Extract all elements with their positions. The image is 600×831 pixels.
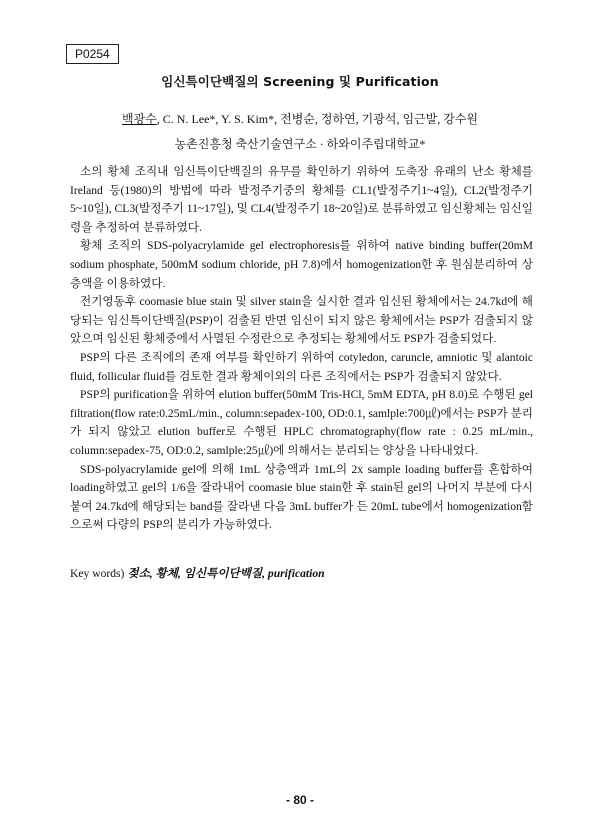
presenting-author: 백광수 [122,112,157,126]
paragraph-2: 황체 조직의 SDS-polyacrylamide gel electrophoresis를 위하여 native binding buffer(20mM sodium phosphate, 500mM sodium chloride, pH 7.8)에서 homogenization한 후 원심분리하여 상층액을 이용하였다. [70,239,533,290]
keywords-terms: 젖소, 황체, 임신특이단백질, purification [127,567,325,580]
paragraph-5: PSP의 purification을 위하여 elution buffer(50mM Tris-HCl, 5mM EDTA, pH 8.0)로 수행된 gel filtration(flow rate:0.25mL/min., column:sepadex-100, OD:0.1, samlple:700㎕)에서는 PSP가 분리가 되지 않았고 elution buffer로 수행된 HPLC chromatography(flow rate : 0.25 mL/min., column:sepadex-75, OD:0.2, samlple:25㎕)에 의해서는 분리되는 양상을 나타내었다. [70,388,533,457]
affiliation: 농촌진흥청 축산기술연구소 · 하와이주립대학교* [174,137,426,151]
paragraph-6: SDS-polyacrylamide gel에 의해 1mL 상층액과 1mL의 2x sample loading buffer를 혼합하여 loading하였고 gel의 1/6을 잘라내어 coomasie blue stain한 후 stain된 gel의 나머지 부분에 다시 붙여 24.7kd에 해당되는 band를 잘라낸 다음 3mL buffer가 든 20mL tube에서 homogenization함으로써 다량의 PSP의 분리가 가능하였다. [70,462,533,532]
co-authors: , C. N. Lee*, Y. S. Kim*, 전병순, 정하연, 기광석, 임근발, 강수원 [156,112,478,126]
author-line [0,110,600,127]
page-number: - 80 - [285,793,314,807]
paper-title: 임신특이단백질의 Screening 및 Purification [161,74,439,89]
paragraph-3: 전기영동후 coomasie blue stain 및 silver stain을 실시한 결과 임신된 황체에서는 24.7kd에 해당되는 임신특이단백질(PSP)이 검출된 반면 임신이 되지 않은 황체에서는 PSP가 검출되지 않았으며 임신된 황체중에서 사멸된 수정란으로 추정되는 황체에서도 PSP가 검출되었다. [70,295,533,346]
abstract-body [70,163,533,535]
keywords-line [70,565,533,581]
keywords-label: Key words) [70,567,125,580]
paragraph-4: PSP의 다른 조직에의 존재 여부를 확인하기 위하여 cotyledon, caruncle, amniotic 및 alantoic fluid, follicular fluid를 검토한 결과 황체이외의 다른 조직에서는 PSP가 검출되지 않았다. [70,350,533,383]
paragraph-1: 소의 황체 조직내 임신특이단백질의 유무를 확인하기 위하여 도축장 유래의 난소 황체를 Ireland 등(1980)의 방법에 따라 발정주기중의 황체를 CL1(발정주기1~4일), CL2(발정주기 5~10일), CL3(발정주기 11~17일), 및 CL4(발정주기 18~20일)로 분류하였고 임신황체는 임신일령을 추정하여 분류하였다. [70,165,533,234]
abstract-code-box: P0254 [66,44,119,64]
